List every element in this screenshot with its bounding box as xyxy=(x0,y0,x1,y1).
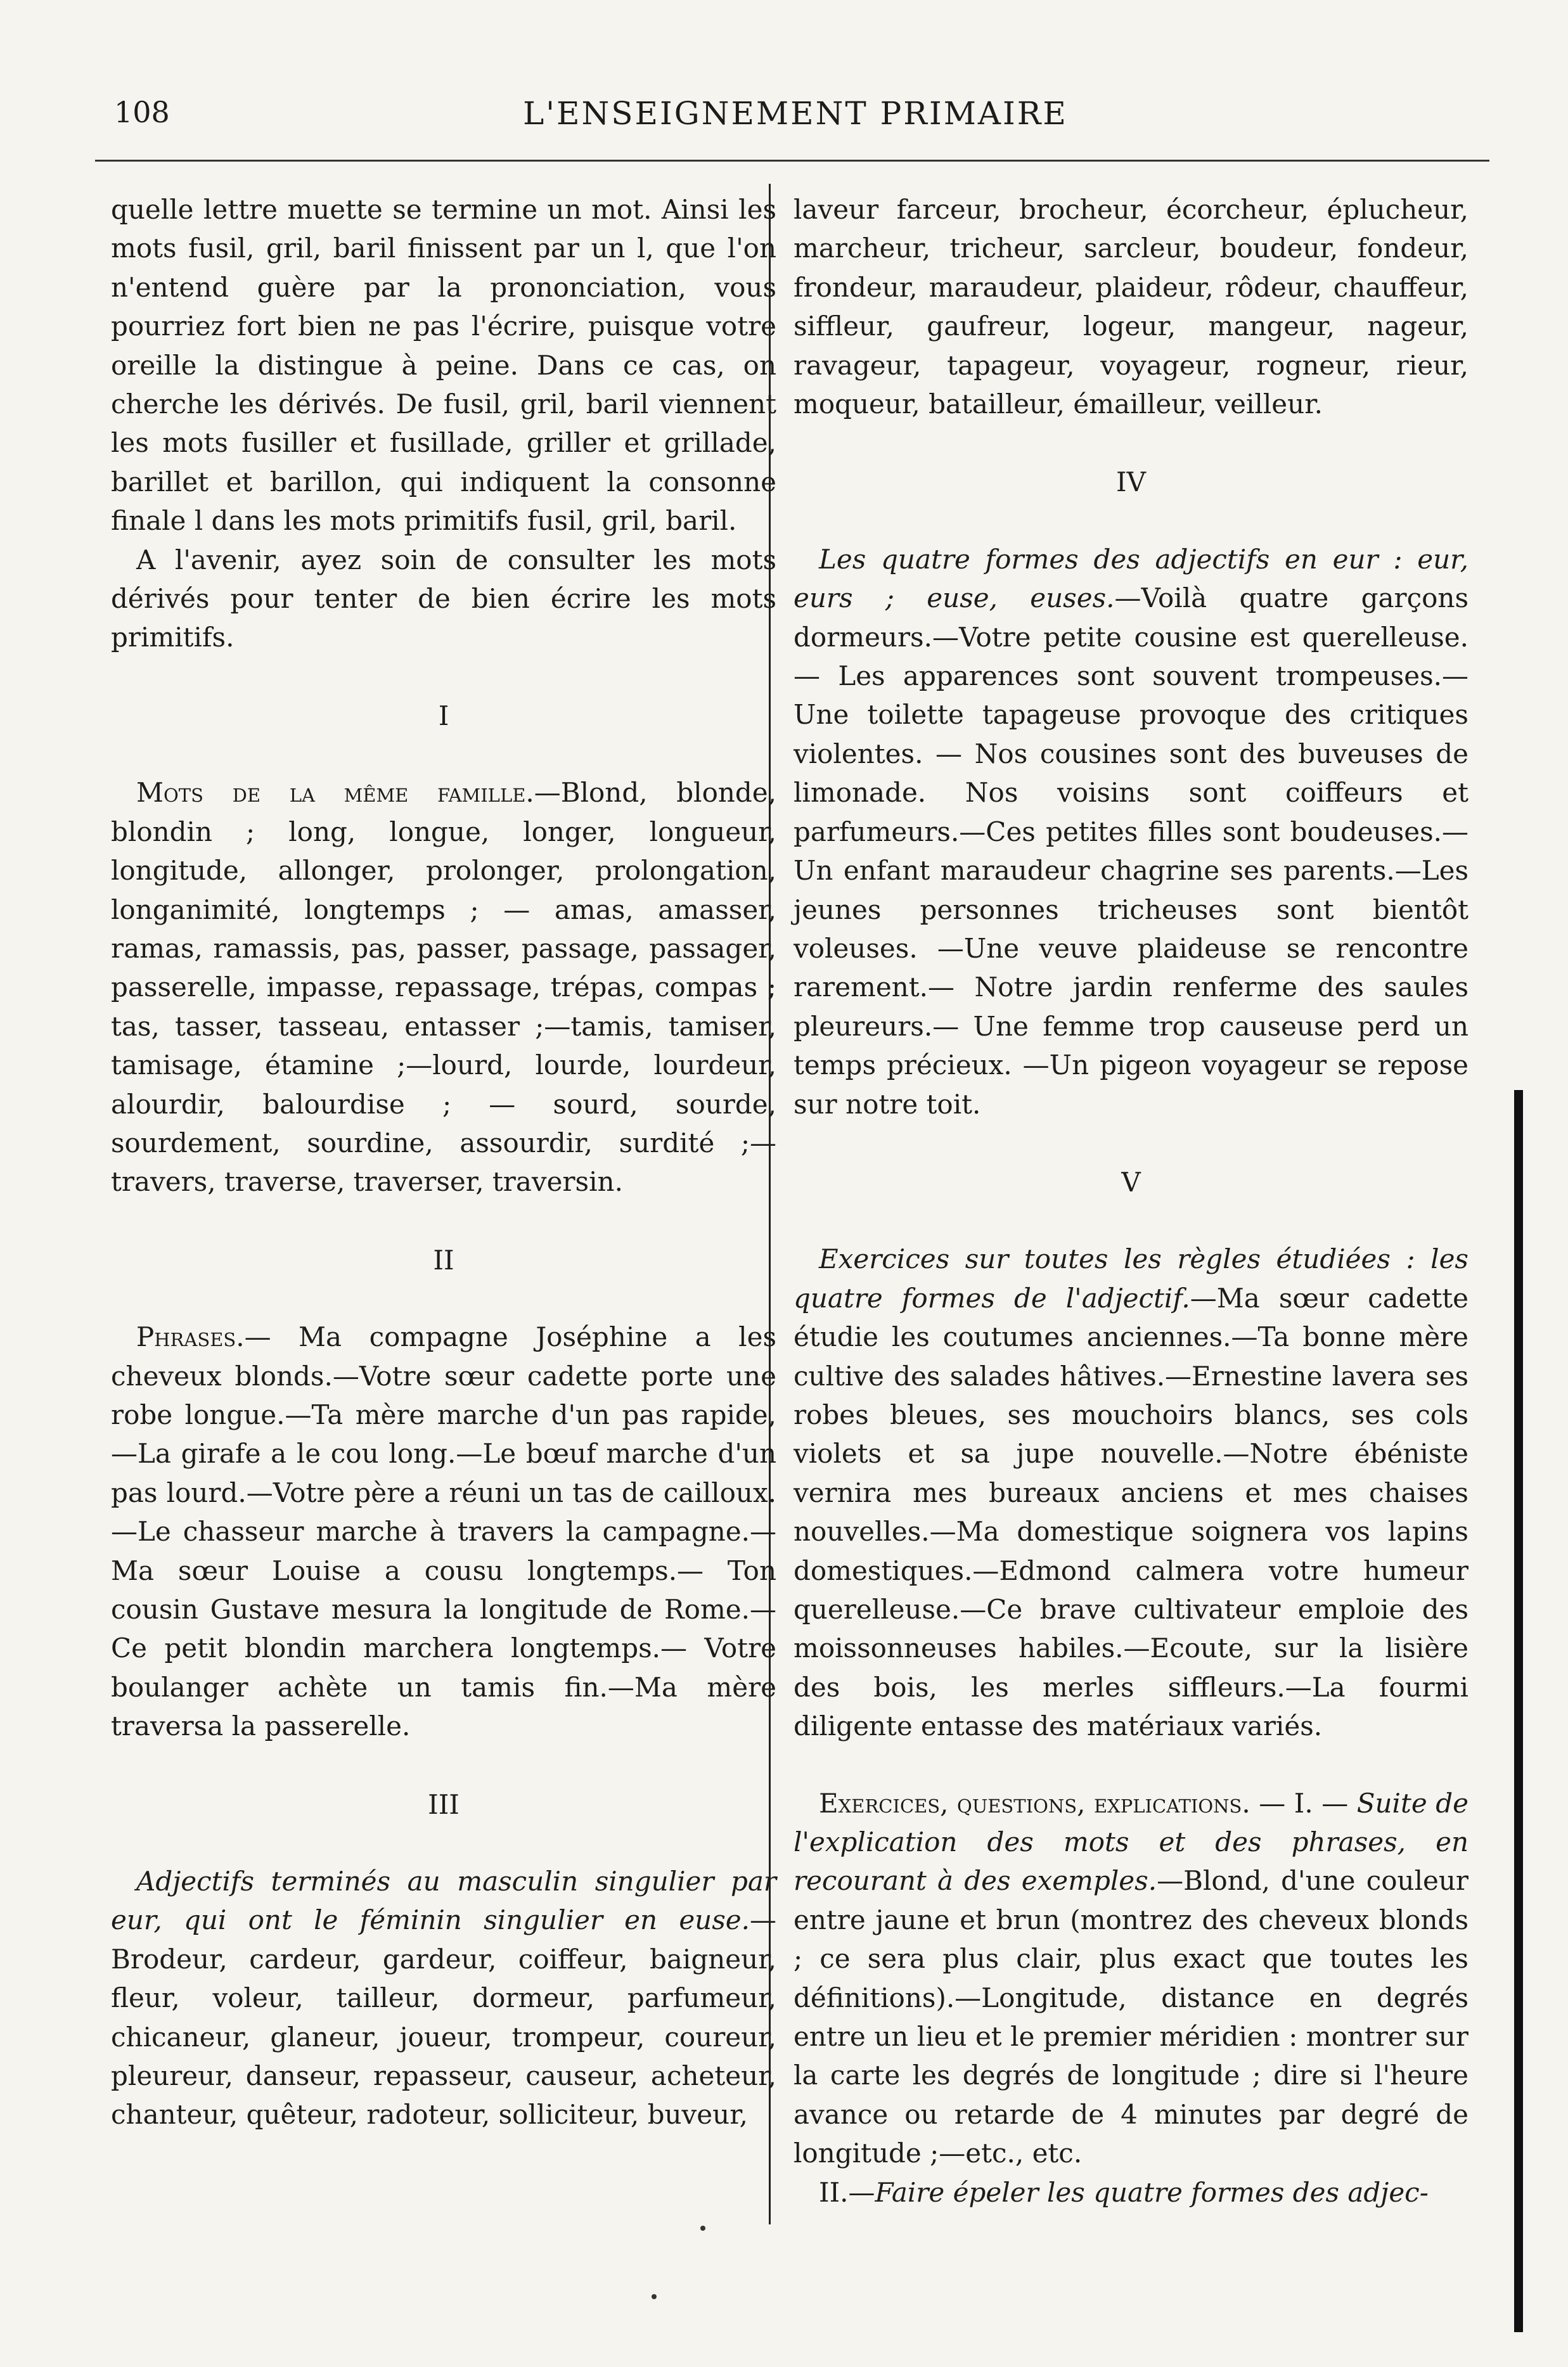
exercises-text: —Blond, d'une couleur entre jaune et brun (montrez des cheveux blonds ; ce sera plus clair, plus exact que toutes les définitions).—Longitude, distance en degrés entre un lieu et le premier méridien : montrer sur la carte les degrés de longitude ; dire si l'heure avance ou retarde de 4 minutes par degré de longitude ;—etc., etc. xyxy=(794,1865,1469,2169)
section-4-text: —Voilà quatre garçons dormeurs.—Votre petite cousine est querelleuse.— Les apparences sont souvent trompeuses.— Une toilette tapageuse provoque des critiques violentes. — Nos cousines sont des buveuses de limonade. Nos voisins sont coiffeurs et parfumeurs.—Ces petites filles sont boudeuses.—Un enfant maraudeur chagrine ses parents.—Les jeunes personnes tricheuses sont bientôt voleuses. —Une veuve plaideuse se rencontre rarement.— Notre jardin renferme des saules pleureurs.— Une femme trop causeuse perd un temps précieux. —Un pigeon voyageur se repose sur notre toit. xyxy=(794,582,1469,1120)
exercises-heading: Suite de l'explication des mots et des phrases, en recourant à des exemples. xyxy=(794,1787,1468,1897)
section-4-heading: Les quatre formes des adjectifs en eur : eur, eurs ; euse, euses. xyxy=(794,543,1468,614)
section-1-text: —Blond, blonde, blondin ; long, longue, longer, longueur, longitude, allonger, prolonger, prolongation, longanimité, longtemps ; — amas, amasser, ramas, ramassis, pas, passer, passage, passager, passerelle, impasse, repassage, trépas, compas ; tas, tasser, tasseau, entasser ;—tamis, tamiser, tamisage, étamine ;—lourd, lourde, lourdeur, alourdir, balourdise ; — sourd, sourde, sourdement, sourdine, assourdir, surdité ;—travers, traverse, traverser, traversin. xyxy=(111,777,776,1198)
section-5-body xyxy=(794,1240,1468,1745)
exercises-body xyxy=(794,1784,1468,2173)
section-2-body xyxy=(111,1318,776,1745)
intro-paragraph: quelle lettre muette se termine un mot. Ainsi les mots fusil, gril, baril finissent par un l, que l'on n'entend guère par la prononciation, vous pourriez fort bien ne pas l'écrire, puisque votre oreille la distingue à peine. Dans ce cas, on cherche les dérivés. De fusil, gril, baril viennent les mots fusiller et fusillade, griller et grillade, barillet et barillon, qui indiquent la consonne finale l dans les mots primitifs fusil, gril, baril. xyxy=(111,194,776,537)
section-3-heading: Adjectifs terminés au masculin singulier par eur, qui ont le féminin singulier en euse. xyxy=(111,1866,776,1936)
header-rule xyxy=(95,160,1489,162)
exercise-2-heading: Faire épeler les quatre formes des adjec- xyxy=(875,2176,1429,2208)
section-1-label: Mots de la même famille. xyxy=(136,777,534,809)
section-number-4: IV xyxy=(1116,466,1146,498)
running-title: L'ENSEIGNEMENT PRIMAIRE xyxy=(523,95,1068,132)
right-column xyxy=(794,190,1468,2212)
left-column xyxy=(111,190,776,2134)
exercise-2-number: II.— xyxy=(819,2176,875,2208)
exercises-label: Exercices, questions, explications. xyxy=(819,1787,1250,1819)
page-edge-bar xyxy=(1514,1090,1523,2332)
print-speck xyxy=(700,2226,705,2231)
section-number-1: I xyxy=(438,700,449,731)
section-3-text: — Brodeur, cardeur, gardeur, coiffeur, baigneur, fleur, voleur, tailleur, dormeur, parfumeur, chicaneur, glaneur, joueur, trompeur, coureur, pleureur, danseur, repasseur, causeur, acheteur, chanteur, quêteur, radoteur, solliciteur, buveur, xyxy=(111,1904,776,2131)
print-speck xyxy=(652,2294,657,2299)
section-5-text: —Ma sœur cadette étudie les coutumes anciennes.—Ta bonne mère cultive des salades hâtives.—Ernestine lavera ses robes bleues, ses mouchoirs blancs, ses cols violets et sa jupe nouvelle.—Notre ébéniste vernira mes bureaux anciens et mes chaises nouvelles.—Ma domestique soignera vos lapins domestiques.—Edmond calmera votre humeur querelleuse.—Ce brave cultivateur emploie des moissonneuses habiles.—Ecoute, sur la lisière des bois, les merles siffleurs.—La fourmi diligente entasse des matériaux variés. xyxy=(794,1282,1468,1742)
exercises-number: — I. — xyxy=(1259,1787,1349,1819)
page-number: 108 xyxy=(114,95,170,129)
exercise-2 xyxy=(794,2173,1468,2212)
page-header xyxy=(114,95,1477,152)
section-3-body xyxy=(111,1862,776,2134)
section-5-heading: Exercices sur toutes les règles étudiées : les quatre formes de l'adjectif. xyxy=(794,1243,1468,1314)
section-2-text: — Ma compagne Joséphine a les cheveux blonds.—Votre sœur cadette porte une robe longue.—Ta mère marche d'un pas rapide, —La girafe a le cou long.—Le bœuf marche d'un pas lourd.—Votre père a réuni un tas de cailloux.—Le chasseur marche à travers la campagne.—Ma sœur Louise a cousu longtemps.— Ton cousin Gustave mesura la longitude de Rome.—Ce petit blondin marchera longtemps.— Votre boulanger achète un tamis fin.—Ma mère traversa la passerelle. xyxy=(111,1321,776,1742)
section-2-label: Phrases. xyxy=(136,1321,245,1353)
section-1-body xyxy=(111,773,776,1201)
intro-paragraph-2: A l'avenir, ayez soin de consulter les mots dérivés pour tenter de bien écrire les mots primitifs. xyxy=(111,544,776,653)
section-number-2: II xyxy=(433,1244,454,1276)
section-number-5: V xyxy=(1121,1166,1141,1198)
section-number-3: III xyxy=(428,1788,459,1820)
continuation-paragraph: laveur farceur, brocheur, écorcheur, éplucheur, marcheur, tricheur, sarcleur, boudeur, fondeur, frondeur, maraudeur, plaideur, rôdeur, chauffeur, siffleur, gaufreur, logeur, mangeur, nageur, ravageur, tapageur, voyageur, rogneur, rieur, moqueur, batailleur, émailleur, veilleur. xyxy=(794,194,1468,420)
section-4-body xyxy=(794,540,1468,1124)
